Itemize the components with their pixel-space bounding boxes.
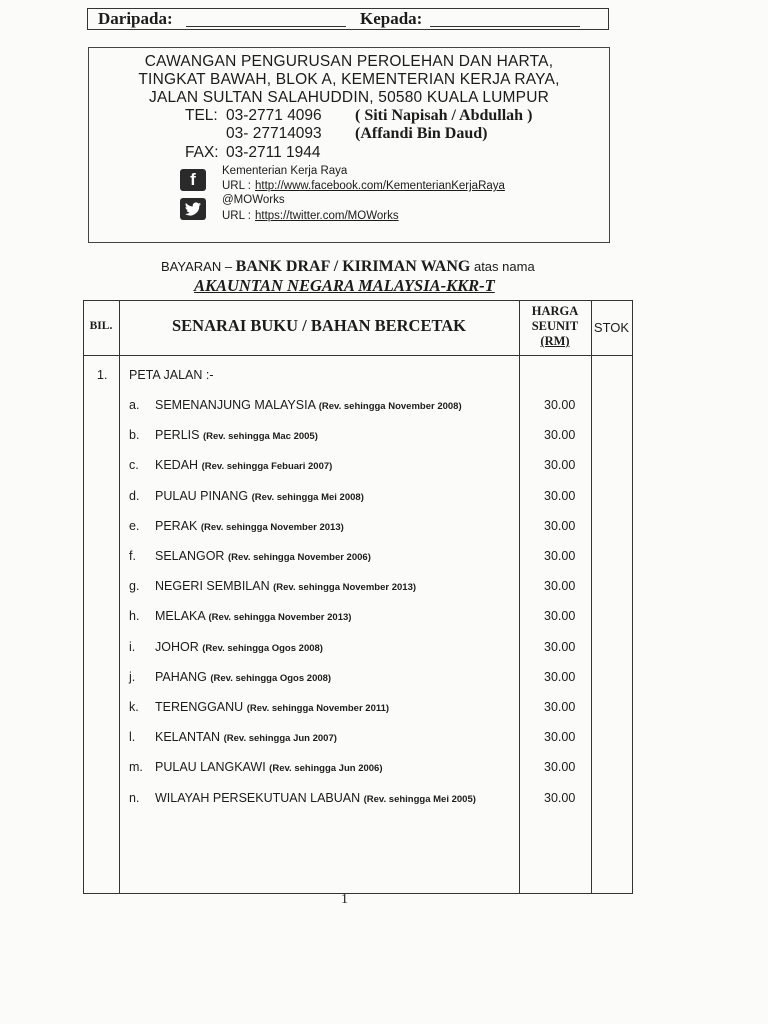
from-to-bar (87, 8, 609, 30)
revision-note: (Rev. sehingga November 2013) (273, 582, 417, 594)
unit-price: 30.00 (544, 458, 576, 473)
map-name: SEMENANJUNG MALAYSIA (155, 398, 316, 412)
unit-price: 30.00 (544, 790, 576, 805)
list-item (155, 639, 323, 657)
payee-name: AKAUNTAN NEGARA MALAYSIA-KKR-T (194, 276, 495, 295)
address-line-2: TINGKAT BAWAH, BLOK A, KEMENTERIAN KERJA RAYA, (138, 71, 560, 88)
unit-price: 30.00 (544, 549, 576, 563)
from-field[interactable] (186, 26, 346, 27)
tel-number-1: 03-2771 4096 (226, 107, 322, 124)
payment-line (161, 258, 535, 276)
list-item (155, 669, 331, 687)
revision-note: (Rev. sehingga November 2008) (318, 401, 462, 412)
row-letter: d. (129, 488, 140, 503)
price-table (83, 300, 633, 894)
unit-price: 30.00 (544, 579, 576, 594)
facebook-url-link[interactable]: http://www.facebook.com/KementerianKerjaRaya (255, 180, 505, 192)
row-letter: j. (129, 669, 136, 684)
revision-note: (Rev. sehingga November 2013) (200, 521, 344, 533)
twitter-handle: @MOWorks (222, 194, 285, 206)
map-name: PULAU LANGKAWI (155, 760, 266, 775)
map-name: KELANTAN (155, 730, 221, 745)
twitter-url-link[interactable]: https://twitter.com/MOWorks (255, 210, 399, 222)
tel-contact-2: (Affandi Bin Daud) (355, 125, 488, 142)
revision-note: (Rev. sehingga Jun 2007) (223, 733, 337, 745)
payment-suffix: atas nama (473, 259, 535, 274)
row-letter: g. (129, 579, 140, 594)
tel-contact-1: ( Siti Napisah / Abdullah ) (355, 107, 533, 124)
twitter-url-label: URL : (222, 210, 251, 222)
revision-note: (Rev. sehingga November 2011) (246, 703, 390, 714)
tel-label: TEL: (185, 107, 218, 124)
from-label: Daripada: (98, 9, 173, 28)
row-letter: i. (129, 639, 136, 654)
unit-price: 30.00 (544, 669, 576, 684)
map-name: MELAKA (155, 609, 206, 624)
unit-price: 30.00 (544, 518, 576, 533)
unit-price: 30.00 (544, 760, 576, 775)
header-list: SENARAI BUKU / BAHAN BERCETAK (172, 316, 466, 335)
revision-note: (Rev. sehingga November 2013) (208, 612, 352, 624)
tel-number-2: 03- 27714093 (226, 125, 322, 142)
list-item (155, 518, 344, 536)
map-name: NEGERI SEMBILAN (155, 579, 270, 594)
facebook-url-label: URL : (222, 180, 251, 192)
to-label: Kepada: (360, 9, 423, 28)
row-letter: l. (129, 730, 136, 745)
map-name: PULAU PINANG (155, 488, 249, 503)
revision-note: (Rev. sehingga Ogos 2008) (210, 672, 332, 684)
header-price: HARGA SEUNIT (RM) (531, 304, 579, 348)
unit-price: 30.00 (544, 428, 576, 443)
address-box (88, 47, 610, 243)
list-item (155, 548, 371, 566)
unit-price: 30.00 (544, 730, 576, 745)
list-item (155, 397, 462, 415)
row-letter: h. (129, 609, 140, 624)
unit-price: 30.00 (544, 398, 576, 412)
row-letter: k. (129, 700, 139, 714)
list-item (155, 578, 416, 596)
row-letter: c. (129, 458, 139, 473)
section-number: 1. (97, 368, 108, 382)
list-item (155, 699, 389, 717)
unit-price: 30.00 (544, 609, 576, 624)
map-name: PERAK (155, 518, 198, 533)
unit-price: 30.00 (544, 700, 576, 714)
row-letter: b. (129, 428, 140, 443)
address-line-1: CAWANGAN PENGURUSAN PEROLEHAN DAN HARTA, (144, 53, 554, 70)
map-name: PERLIS (155, 428, 200, 443)
revision-note: (Rev. sehingga Jun 2006) (269, 763, 383, 775)
list-item (155, 457, 332, 475)
facebook-icon: f (180, 169, 206, 191)
row-letter: a. (129, 398, 140, 412)
list-item (155, 729, 337, 747)
unit-price: 30.00 (544, 488, 576, 503)
section-title: PETA JALAN :- (129, 368, 214, 382)
map-name: JOHOR (155, 639, 199, 654)
payment-prefix: BAYARAN – (161, 259, 233, 274)
map-name: KEDAH (155, 458, 199, 473)
row-letter: f. (129, 549, 136, 563)
to-field[interactable] (430, 26, 580, 27)
payment-method: BANK DRAF / KIRIMAN WANG (235, 258, 471, 275)
map-name: SELANGOR (155, 549, 225, 563)
list-item (155, 790, 476, 808)
revision-note: (Rev. sehingga Mei 2005) (363, 793, 476, 805)
revision-note: (Rev. sehingga Mei 2008) (251, 491, 364, 503)
fax-number: 03-2711 1944 (226, 144, 321, 161)
map-name: WILAYAH PERSEKUTUAN LABUAN (155, 790, 361, 805)
list-item (155, 608, 351, 626)
address-line-3: JALAN SULTAN SALAHUDDIN, 50580 KUALA LUMPUR (149, 89, 549, 106)
row-letter: e. (129, 518, 140, 533)
map-name: PAHANG (155, 669, 207, 684)
twitter-icon (180, 198, 206, 220)
fax-label: FAX: (185, 144, 219, 161)
list-item (155, 488, 364, 506)
revision-note: (Rev. sehingga November 2006) (227, 552, 371, 563)
facebook-name: Kementerian Kerja Raya (222, 165, 348, 177)
list-item (155, 427, 318, 445)
header-bil: BIL. (89, 320, 113, 332)
row-letter: m. (129, 760, 143, 775)
revision-note: (Rev. sehingga Febuari 2007) (201, 461, 333, 473)
revision-note: (Rev. sehingga Mac 2005) (202, 431, 318, 443)
revision-note: (Rev. sehingga Ogos 2008) (202, 642, 323, 654)
unit-price: 30.00 (544, 639, 576, 654)
header-stock: STOK (593, 320, 630, 335)
page-number: 1 (341, 892, 348, 907)
map-name: TERENGGANU (155, 700, 244, 714)
row-letter: n. (129, 790, 140, 805)
list-item (155, 759, 383, 777)
